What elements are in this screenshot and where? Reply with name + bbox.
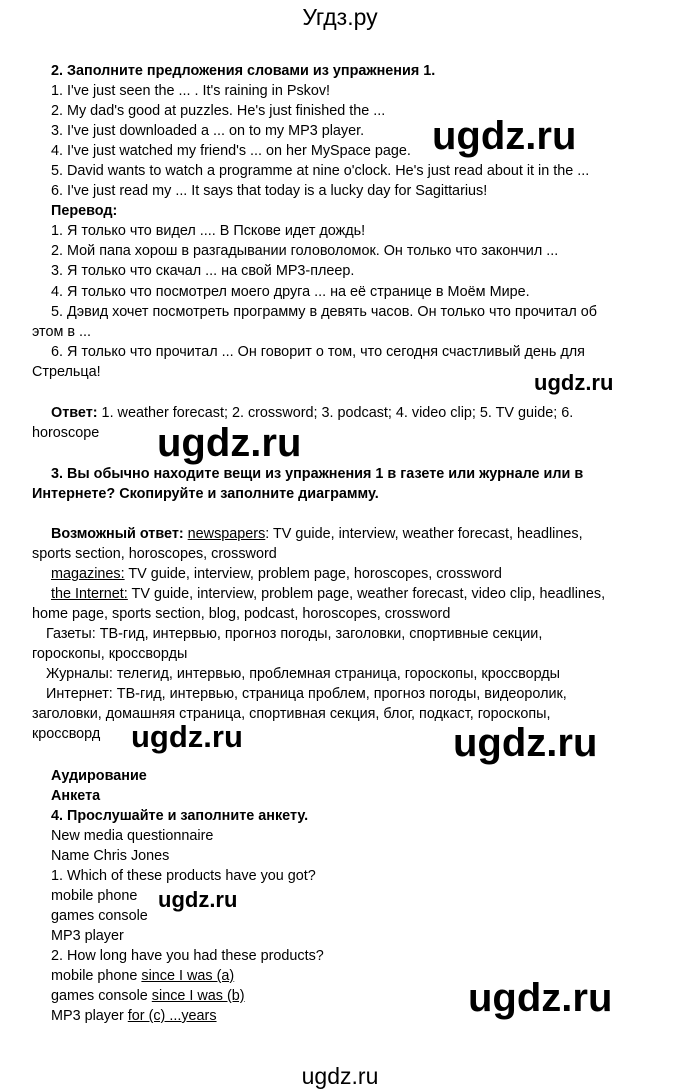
questionnaire-line: 2. How long have you had these products? <box>51 948 324 964</box>
watermark: ugdz.ru <box>157 421 302 465</box>
exercise-2-sentence: 3. I've just downloaded a ... on to my MP3 player. <box>51 123 365 139</box>
internet-label: the Internet: <box>51 586 128 602</box>
watermark: ugdz.ru <box>453 721 598 765</box>
internet-items: TV guide, interview, problem page, weather forecast, video clip, headlines, <box>127 586 606 602</box>
translation-line: 5. Дэвид хочет посмотреть программу в девять часов. Он только что прочитал об <box>51 304 598 320</box>
answer-text: 1. weather forecast; 2. crossword; 3. podcast; 4. video clip; 5. TV guide; 6. <box>97 405 574 421</box>
q2-mobile-prefix: mobile phone <box>51 968 142 984</box>
section-title: Аудирование <box>51 768 147 784</box>
questionnaire-line: MP3 player <box>51 928 124 944</box>
exercise-2-heading: 2. Заполните предложения словами из упражнения 1. <box>51 63 436 79</box>
possible-answer-label: Возможный ответ: <box>51 526 184 542</box>
translation-line: 2. Мой папа хорош в разгадывании головоломок. Он только что закончил ... <box>51 243 559 259</box>
newspapers-label: newspapers <box>187 526 266 542</box>
exercise-2-sentence: 1. I've just seen the ... . It's raining in Pskov! <box>51 83 331 99</box>
translation-line: 1. Я только что видел .... В Пскове идет дождь! <box>51 223 366 239</box>
exercise-2-sentence: 4. I've just watched my friend's ... on her MySpace page. <box>51 143 411 159</box>
watermark: ugdz.ru <box>534 370 614 395</box>
q2-mp3-prefix: MP3 player <box>51 1008 128 1024</box>
questionnaire-line: Name Chris Jones <box>51 848 170 864</box>
magazines-line <box>51 564 502 584</box>
ru-internet-cont: заголовки, домашняя страница, спортивная секция, блог, подкаст, гороскопы, <box>32 706 551 722</box>
ru-internet: Интернет: ТВ-гид, интервью, страница проблем, прогноз погоды, видеоролик, <box>46 686 567 702</box>
exercise-2-sentence: 5. David wants to watch a programme at nine o'clock. He's just read about it in the ... <box>51 163 590 179</box>
ru-newspapers: Газеты: ТВ-гид, интервью, прогноз погоды, заголовки, спортивные секции, <box>46 626 543 642</box>
ru-internet-cont: кроссворд <box>32 726 101 742</box>
questionnaire-line: games console <box>51 908 148 924</box>
translation-line: 6. Я только что прочитал ... Он говорит о том, что сегодня счастливый день для <box>51 344 585 360</box>
translation-line: 3. Я только что скачал ... на свой MP3-плеер. <box>51 263 355 279</box>
internet-items-cont: home page, sports section, blog, podcast, horoscopes, crossword <box>32 606 451 622</box>
exercise-2-answer-cont: horoscope <box>32 425 100 441</box>
questionnaire-line: New media questionnaire <box>51 828 214 844</box>
watermark: ugdz.ru <box>158 887 238 912</box>
site-footer: ugdz.ru <box>301 1063 379 1089</box>
watermark: ugdz.ru <box>432 114 577 158</box>
q2-console-prefix: games console <box>51 988 152 1004</box>
subsection-title: Анкета <box>51 788 101 804</box>
watermark: ugdz.ru <box>468 976 613 1020</box>
translation-label: Перевод: <box>51 203 118 219</box>
newspapers-items-cont: sports section, horoscopes, crossword <box>32 546 277 562</box>
exercise-4-heading: 4. Прослушайте и заполните анкету. <box>51 808 309 824</box>
translation-line: 4. Я только что посмотрел моего друга ... на её странице в Моём Мире. <box>51 284 530 300</box>
questionnaire-line: mobile phone <box>51 888 138 904</box>
exercise-2-answer <box>51 403 573 423</box>
newspapers-line <box>51 524 583 544</box>
q2-mobile-line <box>51 966 234 986</box>
exercise-2-sentence: 6. I've just read my ... It says that today is a lucky day for Sagittarius! <box>51 183 488 199</box>
translation-line: Стрельца! <box>32 364 101 380</box>
q2-mp3-line <box>51 1006 217 1026</box>
translation-line: этом в ... <box>32 324 91 340</box>
exercise-3-heading: 3. Вы обычно находите вещи из упражнения 1 в газете или журнале или в <box>51 466 584 482</box>
watermark: ugdz.ru <box>131 719 243 754</box>
ru-newspapers-cont: гороскопы, кроссворды <box>32 646 188 662</box>
q2-mp3-blank: for (c) ...years <box>127 1008 217 1024</box>
questionnaire-line: 1. Which of these products have you got? <box>51 868 316 884</box>
magazines-items: TV guide, interview, problem page, horoscopes, crossword <box>124 566 502 582</box>
site-title: Угдз.ру <box>302 4 378 30</box>
q2-mobile-blank: since I was (a) <box>141 968 235 984</box>
internet-line <box>51 584 605 604</box>
newspapers-items: : TV guide, interview, weather forecast, headlines, <box>265 526 583 542</box>
answer-label: Ответ: <box>51 405 98 421</box>
ru-magazines: Журналы: телегид, интервью, проблемная страница, гороскопы, кроссворды <box>46 666 561 682</box>
q2-console-blank: since I was (b) <box>151 988 245 1004</box>
q2-console-line <box>51 986 245 1006</box>
magazines-label: magazines: <box>51 566 125 582</box>
exercise-3-heading-cont: Интернете? Скопируйте и заполните диаграмму. <box>32 486 379 502</box>
exercise-2-sentence: 2. My dad's good at puzzles. He's just finished the ... <box>51 103 386 119</box>
